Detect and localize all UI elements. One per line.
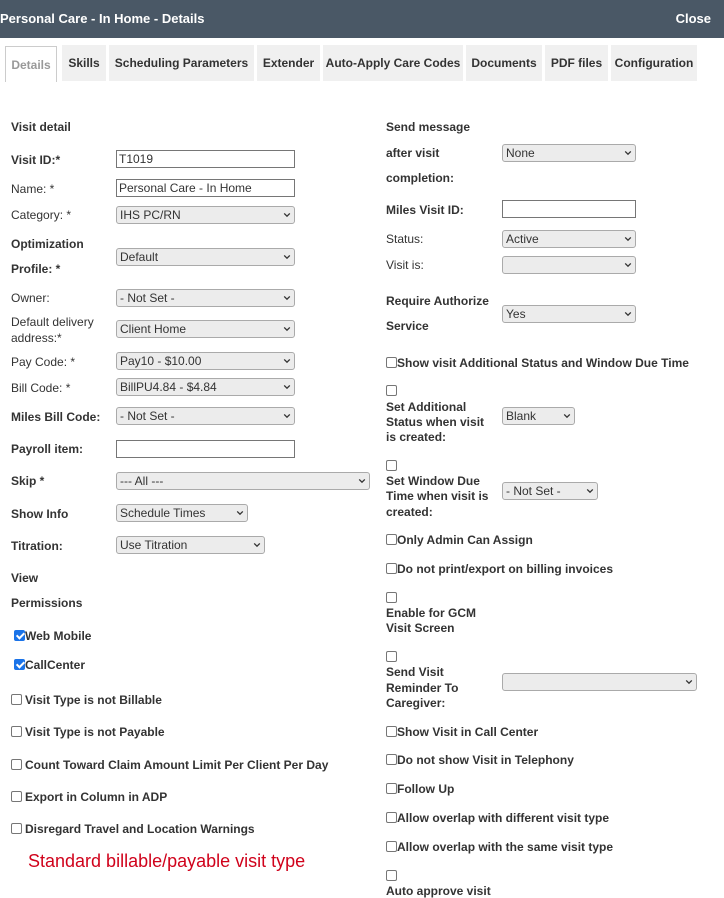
not-payable-checkbox[interactable]	[11, 726, 22, 737]
require-authorize-value: Yes	[506, 307, 526, 321]
chevron-down-icon	[624, 261, 632, 269]
bill-code-label: Bill Code: *	[11, 381, 71, 395]
overlap-different-checkbox[interactable]	[386, 812, 397, 823]
status-label: Status:	[386, 232, 424, 246]
set-window-due-line1: Set Window Due	[386, 474, 480, 488]
tab-documents[interactable]: Documents	[466, 45, 542, 81]
send-reminder-line1: Send Visit	[386, 665, 444, 679]
name-label: Name: *	[11, 182, 55, 196]
show-info-select[interactable]	[116, 504, 248, 522]
titration-label: Titration:	[11, 539, 63, 553]
visit-is-select[interactable]	[502, 256, 636, 274]
not-billable-label: Visit Type is not Billable	[25, 693, 162, 707]
view-permissions-line2: Permissions	[11, 596, 83, 610]
payroll-item-label: Payroll item:	[11, 442, 84, 456]
set-window-due-value: - Not Set -	[506, 484, 561, 498]
close-button[interactable]: Close	[675, 11, 711, 26]
not-billable-checkbox[interactable]	[11, 694, 22, 705]
optimization-label-line1: Optimization	[11, 237, 84, 251]
chevron-down-icon	[283, 325, 291, 333]
set-additional-status-checkbox[interactable]	[386, 385, 397, 396]
send-reminder-select[interactable]	[502, 673, 697, 691]
miles-bill-code-value: - Not Set -	[120, 409, 175, 423]
require-authorize-line1: Require Authorize	[386, 294, 489, 308]
send-reminder-line3: Caregiver:	[386, 696, 446, 710]
pay-code-value: Pay10 - $10.00	[120, 354, 202, 368]
status-value: Active	[506, 232, 539, 246]
pay-code-label: Pay Code: *	[11, 355, 76, 369]
web-mobile-label: Web Mobile	[25, 629, 92, 643]
tab-auto-apply-care-codes[interactable]: Auto-Apply Care Codes	[323, 45, 463, 81]
chevron-down-icon	[236, 509, 244, 517]
follow-up-checkbox[interactable]	[386, 783, 397, 794]
do-not-print-checkbox[interactable]	[386, 563, 397, 574]
do-not-show-telephony-checkbox[interactable]	[386, 754, 397, 765]
name-input[interactable]: Personal Care - In Home	[116, 179, 295, 197]
dialog-title: Personal Care - In Home - Details	[0, 11, 205, 26]
not-payable-label: Visit Type is not Payable	[25, 725, 165, 739]
set-additional-status-line3: is created:	[386, 430, 447, 444]
count-toward-claim-checkbox[interactable]	[11, 759, 22, 770]
overlap-different-label: Allow overlap with different visit type	[397, 811, 610, 825]
send-message-line1: Send message	[386, 120, 471, 134]
show-info-value: Schedule Times	[120, 506, 206, 520]
chevron-down-icon	[624, 310, 632, 318]
do-not-show-telephony-label: Do not show Visit in Telephony	[397, 753, 574, 767]
show-call-center-label: Show Visit in Call Center	[397, 725, 539, 739]
send-reminder-line2: Reminder To	[386, 681, 459, 695]
chevron-down-icon	[283, 357, 291, 365]
dialog-titlebar	[0, 0, 724, 38]
tab-scheduling-parameters[interactable]: Scheduling Parameters	[109, 45, 254, 81]
optimization-label-line2: Profile: *	[11, 262, 61, 276]
skip-value: --- All ---	[120, 474, 164, 488]
optimization-profile-value: Default	[120, 250, 159, 264]
category-label: Category: *	[11, 208, 72, 222]
enable-gcm-checkbox[interactable]	[386, 592, 397, 603]
tab-skills[interactable]: Skills	[62, 45, 106, 81]
owner-label: Owner:	[11, 291, 50, 305]
set-additional-status-select[interactable]	[502, 407, 575, 425]
default-delivery-select[interactable]	[116, 320, 295, 338]
only-admin-label: Only Admin Can Assign	[397, 533, 533, 547]
web-mobile-checkbox[interactable]	[14, 630, 25, 641]
tab-configuration[interactable]: Configuration	[611, 45, 697, 81]
default-delivery-label-line2: address:*	[11, 331, 62, 345]
overlap-same-label: Allow overlap with the same visit type	[397, 840, 614, 854]
optimization-profile-select[interactable]	[116, 248, 295, 266]
visit-id-input[interactable]: T1019	[116, 150, 295, 168]
do-not-print-label: Do not print/export on billing invoices	[397, 562, 613, 576]
set-window-due-line2: Time when visit is	[386, 489, 489, 503]
tab-extender[interactable]: Extender	[257, 45, 320, 81]
show-call-center-checkbox[interactable]	[386, 726, 397, 737]
bill-code-value: BillPU4.84 - $4.84	[120, 380, 217, 394]
chevron-down-icon	[624, 149, 632, 157]
chevron-down-icon	[283, 253, 291, 261]
auto-approve-label: Auto approve visit	[386, 884, 491, 898]
send-message-value: None	[506, 146, 535, 160]
follow-up-label: Follow Up	[397, 782, 455, 796]
set-window-due-select[interactable]	[502, 482, 598, 500]
miles-visit-id-input[interactable]	[502, 200, 636, 218]
call-center-label: CallCenter	[25, 658, 86, 672]
set-additional-status-line1: Set Additional	[386, 400, 467, 414]
section-title-visit-detail: Visit detail	[11, 120, 71, 134]
tab-bar	[0, 38, 724, 83]
view-permissions-line1: View	[11, 571, 39, 585]
chevron-down-icon	[283, 412, 291, 420]
default-delivery-value: Client Home	[120, 322, 187, 336]
payroll-item-input[interactable]	[116, 440, 295, 458]
chevron-down-icon	[283, 211, 291, 219]
show-additional-status-label: Show visit Additional Status and Window Due Time	[397, 356, 689, 370]
tab-details[interactable]: Details	[5, 46, 57, 82]
show-additional-status-checkbox[interactable]	[386, 357, 397, 368]
bill-code-select[interactable]	[116, 378, 295, 396]
count-toward-claim-label: Count Toward Claim Amount Limit Per Client Per Day	[25, 758, 329, 772]
skip-select[interactable]	[116, 472, 370, 490]
require-authorize-select[interactable]	[502, 305, 636, 323]
enable-gcm-line1: Enable for GCM	[386, 606, 477, 620]
chevron-down-icon	[586, 487, 594, 495]
tab-pdf-files[interactable]: PDF files	[545, 45, 608, 81]
chevron-down-icon	[563, 412, 571, 420]
auto-approve-checkbox[interactable]	[386, 870, 397, 881]
titration-select[interactable]	[116, 536, 265, 554]
disregard-travel-checkbox[interactable]	[11, 823, 22, 834]
chevron-down-icon	[253, 541, 261, 549]
set-window-due-checkbox[interactable]	[386, 460, 397, 471]
visit-id-label: Visit ID:*	[11, 153, 61, 167]
visit-is-label: Visit is:	[386, 258, 424, 272]
skip-label: Skip *	[11, 474, 45, 488]
miles-bill-code-label: Miles Bill Code:	[11, 410, 101, 424]
chevron-down-icon	[358, 477, 366, 485]
send-message-line2: after visit	[386, 146, 440, 160]
export-adp-label: Export in Column in ADP	[25, 790, 168, 804]
show-info-label: Show Info	[11, 507, 69, 521]
owner-value: - Not Set -	[120, 291, 175, 305]
chevron-down-icon	[283, 294, 291, 302]
set-additional-status-line2: Status when visit	[386, 415, 485, 429]
chevron-down-icon	[624, 235, 632, 243]
status-select[interactable]	[502, 230, 636, 248]
set-additional-status-value: Blank	[506, 409, 537, 423]
enable-gcm-line2: Visit Screen	[386, 621, 455, 635]
set-window-due-line3: created:	[386, 505, 433, 519]
visit-type-note: Standard billable/payable visit type	[28, 851, 306, 871]
miles-visit-id-label: Miles Visit ID:	[386, 203, 464, 217]
category-value: IHS PC/RN	[120, 208, 181, 222]
miles-bill-code-select[interactable]	[116, 407, 295, 425]
send-message-line3: completion:	[386, 171, 454, 185]
require-authorize-line2: Service	[386, 319, 429, 333]
export-adp-checkbox[interactable]	[11, 791, 22, 802]
chevron-down-icon	[685, 678, 693, 686]
only-admin-checkbox[interactable]	[386, 534, 397, 545]
pay-code-select[interactable]	[116, 352, 295, 370]
category-select[interactable]	[116, 206, 295, 224]
owner-select[interactable]	[116, 289, 295, 307]
default-delivery-label-line1: Default delivery	[11, 315, 94, 329]
send-message-select[interactable]	[502, 144, 636, 162]
overlap-same-checkbox[interactable]	[386, 841, 397, 852]
send-reminder-checkbox[interactable]	[386, 651, 397, 662]
titration-value: Use Titration	[120, 538, 188, 552]
call-center-checkbox[interactable]	[14, 659, 25, 670]
disregard-travel-label: Disregard Travel and Location Warnings	[25, 822, 255, 836]
chevron-down-icon	[283, 383, 291, 391]
